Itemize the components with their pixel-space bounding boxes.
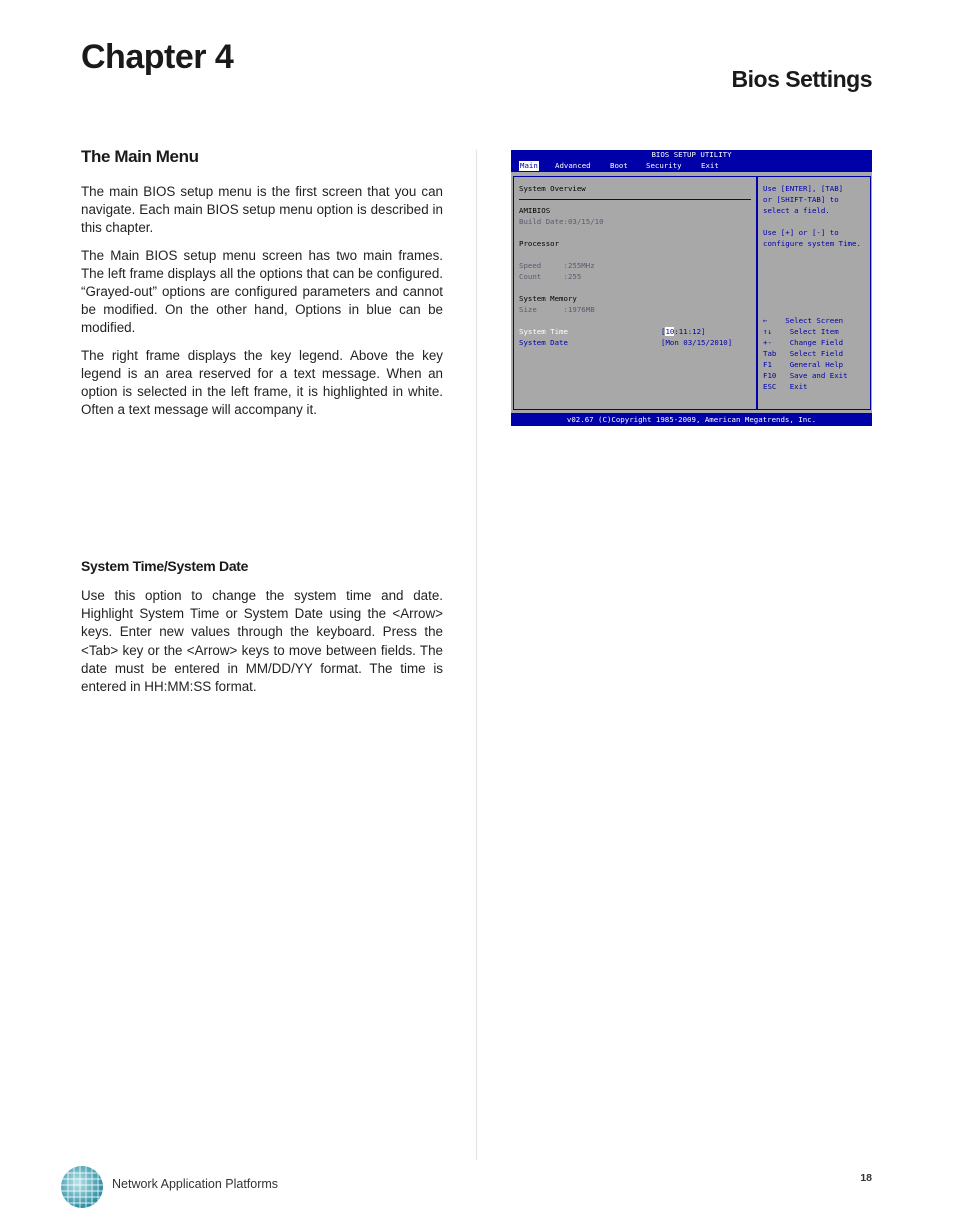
system-time-section xyxy=(81,558,443,705)
bios-system-date-value: [Mon 03/15/2010] xyxy=(661,338,733,347)
bios-memory-size: Size :1976MB xyxy=(519,305,595,314)
bios-left-frame xyxy=(513,176,757,410)
bios-legend-exit: ESC Exit xyxy=(763,382,808,391)
bios-legend-general-help: F1 General Help xyxy=(763,360,844,369)
bios-help-line-2: or [SHIFT-TAB] to xyxy=(763,195,839,204)
bios-build-date: Build Date:03/15/10 xyxy=(519,217,604,226)
bios-count: Count :255 xyxy=(519,272,582,281)
bios-legend-change-field: +- Change Field xyxy=(763,338,844,347)
bios-system-time-value xyxy=(661,326,706,337)
bios-speed: Speed :255MHz xyxy=(519,261,595,270)
chapter-title: Chapter 4 xyxy=(81,38,234,76)
bios-menu-main: Main xyxy=(520,161,538,170)
main-menu-paragraph-3: The right frame displays the key legend. Above the key legend is an area reserved for a text message. When an option is selected in the left frame, it is highlighted in white. Often a text message will accompany it. xyxy=(81,347,443,418)
main-menu-paragraph-1: The main BIOS setup menu is the first screen that you can navigate. Each main BIOS setup menu option is described in this chapter. xyxy=(81,184,443,236)
bios-time-hour: 10 xyxy=(665,327,675,336)
footer-brand: Network Application Platforms xyxy=(112,1177,279,1191)
bios-time-rest: :11:12] xyxy=(674,327,706,336)
main-menu-paragraph-2: The Main BIOS setup menu screen has two main frames. The left frame displays all the options that can be configured. “Grayed-out” options are configured parameters and cannot be modified. On the other hand, Options in blue can be modified. xyxy=(81,247,443,336)
main-menu-heading: The Main Menu xyxy=(81,147,199,166)
bios-screenshot xyxy=(511,150,872,426)
bios-system-time-label: System Time xyxy=(519,327,568,336)
bios-menu-advanced: Advanced xyxy=(555,161,591,170)
bios-system-overview: System Overview xyxy=(519,184,586,193)
bios-menu-exit: Exit xyxy=(701,161,719,170)
bios-help-line-1: Use [ENTER], [TAB] xyxy=(763,184,844,193)
main-menu-section xyxy=(81,147,443,428)
globe-logo-icon xyxy=(60,1165,104,1209)
bios-legend-select-screen: ← Select Screen xyxy=(763,316,844,325)
bios-legend-select-item: ↑↓ Select Item xyxy=(763,327,839,336)
section-title: Bios Settings xyxy=(731,66,872,92)
bios-footer: v02.67 (C)Copyright 1985-2009, American Megatrends, Inc. xyxy=(511,413,872,426)
bios-legend-save-exit: F10 Save and Exit xyxy=(763,371,848,380)
page-number: 18 xyxy=(860,1172,872,1184)
bios-time-open: [ xyxy=(661,327,666,336)
bios-legend-select-field: Tab Select Field xyxy=(763,349,844,358)
system-time-paragraph: Use this option to change the system time and date. Highlight System Time or System Date using the <Arrow> keys. Enter new values through the keyboard. Press the <Tab> key or the <Arrow> keys to move between fields. The date must be entered in MM/DD/YY format. The time is entered in HH:MM:SS format. xyxy=(81,588,443,695)
bios-menu-boot: Boot xyxy=(610,161,628,170)
bios-rule xyxy=(519,199,751,200)
bios-menubar xyxy=(511,160,872,172)
bios-help-line-5: Use [+] or [-] to xyxy=(763,228,839,237)
bios-title: BIOS SETUP UTILITY xyxy=(511,150,872,160)
bios-amibios: AMIBIOS xyxy=(519,206,551,215)
bios-menu-security: Security xyxy=(646,161,682,170)
column-divider xyxy=(476,150,477,1160)
bios-help-line-3: select a field. xyxy=(763,206,830,215)
bios-processor: Processor xyxy=(519,239,560,248)
bios-help-line-6: configure system Time. xyxy=(763,239,861,248)
system-time-heading: System Time/System Date xyxy=(81,558,249,574)
bios-right-frame xyxy=(757,176,871,410)
bios-system-date-label: System Date xyxy=(519,338,568,347)
bios-system-memory: System Memory xyxy=(519,294,577,303)
